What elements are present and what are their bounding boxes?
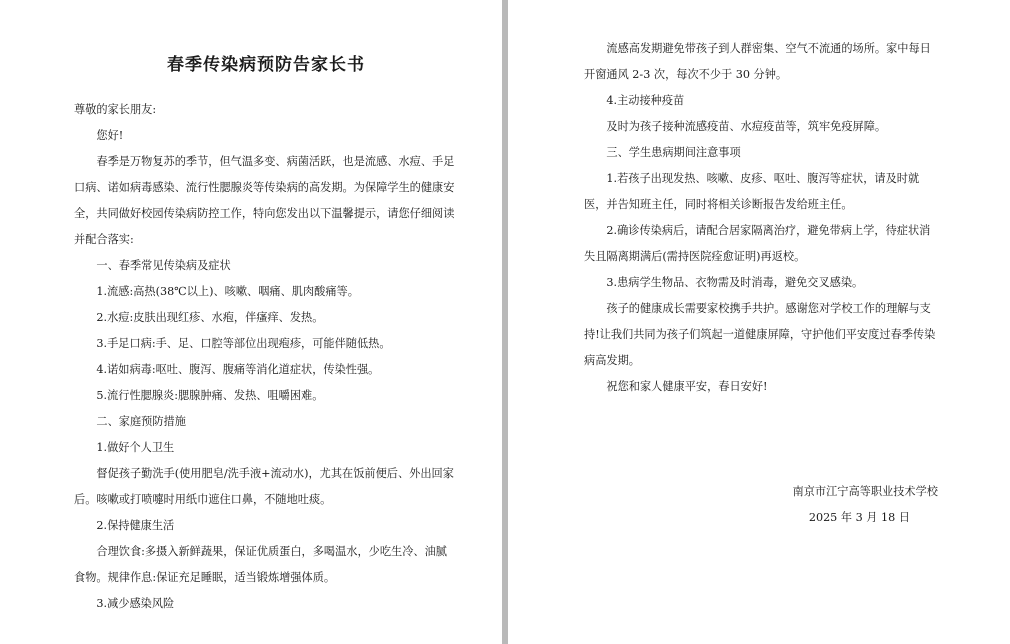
paragraph: 一、春季常见传染病及症状 [96, 259, 231, 272]
paragraph: 3.减少感染风险 [96, 597, 175, 610]
paragraph: 流感高发期避免带孩子到人群密集、空气不流通的场所。家中每日开窗通风 2-3 次，每次不少于 30 分钟。 [584, 42, 931, 81]
paragraph: 5.流行性腮腺炎:腮腺肿痛、发热、咀嚼困难。 [96, 389, 324, 402]
paragraph: 1.流感:高热(38℃以上)、咳嗽、咽痛、肌肉酸痛等。 [96, 285, 359, 298]
paragraph: 4.诺如病毒:呕吐、腹泻、腹痛等消化道症状，传染性强。 [96, 363, 380, 376]
paragraph: 督促孩子勤洗手(使用肥皂/洗手液+流动水)，尤其在饭前便后、外出回家后。咳嗽或打喷嚏时用纸巾遮住口鼻，不随地吐痰。 [74, 467, 454, 506]
paragraph: 春季是万物复苏的季节，但气温多变、病菌活跃，也是流感、水痘、手足口病、诺如病毒感染、流行性腮腺炎等传染病的高发期。为保障学生的健康安全，共同做好校园传染病防控工作，特向您发出以下温馨提示，请您仔细阅读并配合落实: [74, 155, 455, 246]
paragraph: 孩子的健康成长需要家校携手共护。感谢您对学校工作的理解与支持!让我们共同为孩子们筑起一道健康屏障，守护他们平安度过春季传染病高发期。 [584, 302, 936, 367]
paragraph: 合理饮食:多摄入新鲜蔬果，保证优质蛋白，多喝温水，少吃生冷、油腻食物。规律作息:保证充足睡眠，适当锻炼增强体质。 [74, 545, 447, 584]
paragraph: 2.确诊传染病后，请配合居家隔离治疗，避免带病上学，待症状消失且隔离期满后(需持医院痊愈证明)再返校。 [584, 224, 931, 263]
signature-school: 南京市江宁高等职业技术学校 [792, 485, 938, 498]
paragraph: 3.患病学生物品、衣物需及时消毒，避免交叉感染。 [606, 276, 864, 289]
paragraph: 及时为孩子接种流感疫苗、水痘疫苗等，筑牢免疫屏障。 [606, 120, 887, 133]
page-1-body [74, 97, 458, 617]
paragraph: 三、学生患病期间注意事项 [606, 146, 741, 159]
paragraph: 二、家庭预防措施 [96, 415, 186, 428]
paragraph: 1.若孩子出现发热、咳嗽、皮疹、呕吐、腹泻等症状，请及时就医，并告知班主任，同时将相关诊断报告发给班主任。 [584, 172, 920, 211]
paragraph: 2.水痘:皮肤出现红疹、水疱，伴瘙痒、发热。 [96, 311, 324, 324]
document-page-1 [0, 0, 502, 644]
paragraph: 祝您和家人健康平安，春日安好! [606, 380, 768, 393]
page-2-body [584, 36, 940, 400]
document-page-2 [508, 0, 1010, 644]
paragraph: 3.手足口病:手、足、口腔等部位出现疱疹，可能伴随低热。 [96, 337, 391, 350]
paragraph: 尊敬的家长朋友: [74, 103, 157, 116]
signature-date: 2025 年 3 月 18 日 [808, 511, 910, 524]
paragraph: 您好! [96, 129, 124, 142]
paragraph: 4.主动接种疫苗 [606, 94, 685, 107]
paragraph: 2.保持健康生活 [96, 519, 175, 532]
document-title: 春季传染病预防告家长书 [167, 55, 365, 75]
paragraph: 1.做好个人卫生 [96, 441, 175, 454]
